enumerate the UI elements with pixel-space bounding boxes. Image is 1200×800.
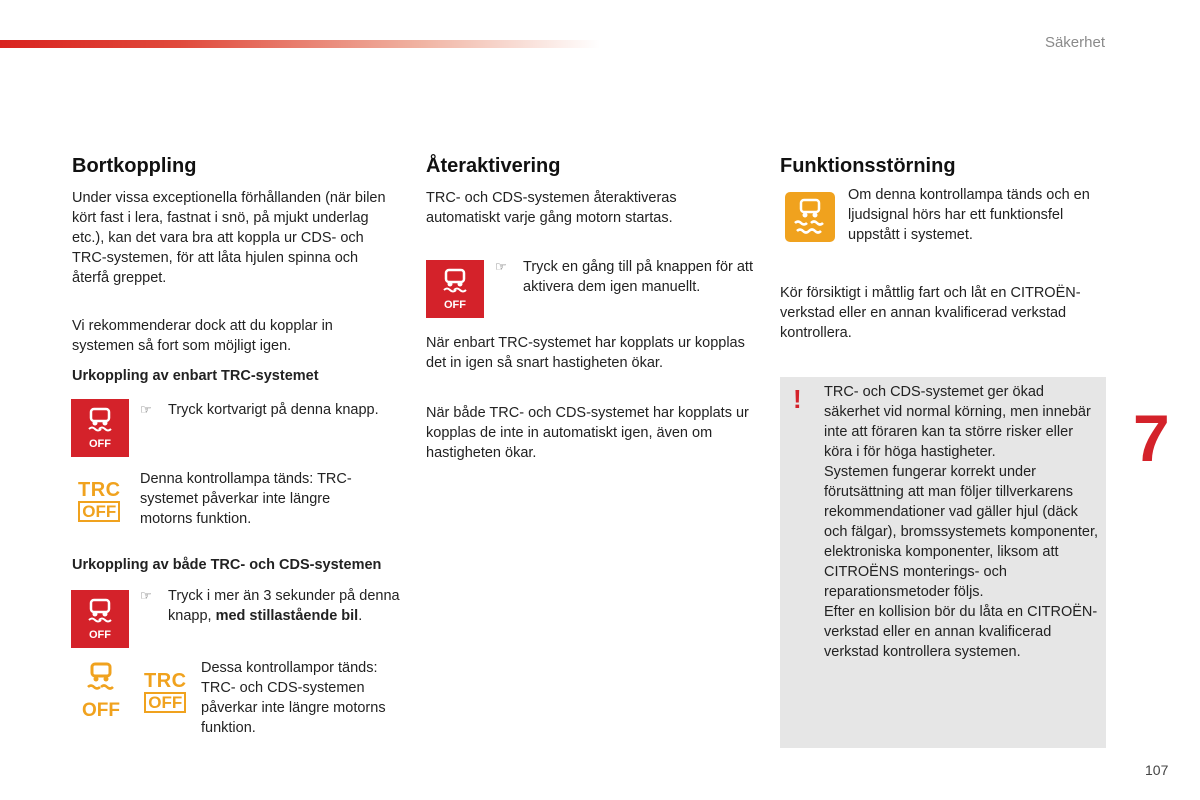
heading-ateraktivering: Återaktivering bbox=[426, 155, 561, 177]
esp-fault-lamp-icon bbox=[785, 192, 835, 242]
paragraph-trc-cds: När både TRC- och CDS-systemet har kopplats ur kopplas de inte in automatiskt igen, även om hastigheten ökar. bbox=[426, 405, 749, 461]
pointer-icon: ☞ bbox=[140, 588, 152, 603]
paragraph-recommendation: Vi rekommenderar dock att du kopplar in systemen så fort som möjligt igen. bbox=[72, 318, 333, 354]
section-title: Säkerhet bbox=[1044, 34, 1105, 51]
heading-bortkoppling: Bortkoppling bbox=[72, 155, 197, 177]
heading-funktionsstorning: Funktionsstörning bbox=[780, 155, 956, 177]
trc-off-lamp-icon: TRC OFF bbox=[78, 479, 121, 521]
header-accent-bar bbox=[0, 40, 600, 48]
step-short-press: Tryck kortvarigt på denna knapp. bbox=[168, 402, 379, 418]
paragraph-auto-reactivate: TRC- och CDS-systemen återaktiveras automatiskt varje gång motorn startas. bbox=[426, 190, 677, 226]
esp-off-lamp-icon bbox=[80, 662, 122, 718]
step-long-press: Tryck i mer än 3 sekunder på denna knapp, med stillastående bil. bbox=[168, 588, 400, 624]
off-label: OFF bbox=[89, 629, 111, 641]
off-label: OFF bbox=[89, 438, 111, 450]
svg-text:OFF: OFF bbox=[82, 700, 120, 718]
esp-off-button-icon-2 bbox=[71, 590, 129, 648]
esp-off-button-icon bbox=[71, 399, 129, 457]
step-manual-reactivate: Tryck en gång till på knappen för att aktivera dem igen manuellt. bbox=[523, 259, 753, 295]
column-ateraktivering bbox=[426, 155, 756, 228]
warning-paragraph-3: Efter en kollision bör du låta en CITROËN-verkstad eller en annan kvalificerad verkstad kontrollera systemen. bbox=[824, 604, 1098, 660]
paragraph-drive-carefully: Kör försiktigt i måttlig fart och låt en CITROËN-verkstad eller en annan kvalificerad verkstad kontrollera. bbox=[780, 285, 1081, 341]
warning-text bbox=[824, 382, 1100, 662]
page-number: 107 bbox=[1145, 762, 1169, 778]
warning-paragraph-2: Systemen fungerar korrekt under förutsättning att man följer tillverkarens rekommendationer vad gäller hjul (däck och fälgar), bromssystemets komponenter, elektroniska komponenter, liksom att CITROËNS monterings- och reparationsmetoder följs. bbox=[824, 464, 1099, 600]
subheading-trc-cds: Urkoppling av både TRC- och CDS-systemen bbox=[72, 557, 382, 573]
fault-lamp-description: Om denna kontrollampa tänds och en ljudsignal hörs har ett funktionsfel uppstått i systemet. bbox=[848, 187, 1090, 243]
lamp-trc-description: Denna kontrollampa tänds: TRC-systemet påverkar inte längre motorns funktion. bbox=[140, 471, 352, 527]
paragraph-trc-only: När enbart TRC-systemet har kopplats ur kopplas det in igen så snart hastigheten ökar. bbox=[426, 335, 745, 371]
column-bortkoppling bbox=[72, 155, 392, 384]
column-funktionsstorning bbox=[780, 155, 1120, 188]
chapter-number: 7 bbox=[1133, 401, 1170, 475]
paragraph-intro: Under vissa exceptionella förhållanden (när bilen kört fast i lera, fastnat i snö, på mjukt underlag etc.), kan det vara bra att koppla ur CDS- och TRC-systemen, för att låta hjulen spinna och återfå greppet. bbox=[72, 190, 386, 286]
esp-off-button-icon-3 bbox=[426, 260, 484, 318]
warning-paragraph-1: TRC- och CDS-systemet ger ökad säkerhet vid normal körning, men innebär inte att föraren kan ta större risker eller köra i för höga hastigheter. bbox=[824, 384, 1091, 460]
pointer-icon: ☞ bbox=[140, 402, 152, 417]
pointer-icon: ☞ bbox=[495, 259, 507, 274]
subheading-trc-only: Urkoppling av enbart TRC-systemet bbox=[72, 368, 319, 384]
off-label: OFF bbox=[444, 299, 466, 311]
lamps-trc-cds-description: Dessa kontrollampor tänds: TRC- och CDS-systemen påverkar inte längre motorns funktion. bbox=[201, 660, 386, 736]
warning-icon: ! bbox=[793, 384, 802, 414]
trc-off-lamp-icon-2: TRC OFF bbox=[144, 670, 187, 712]
